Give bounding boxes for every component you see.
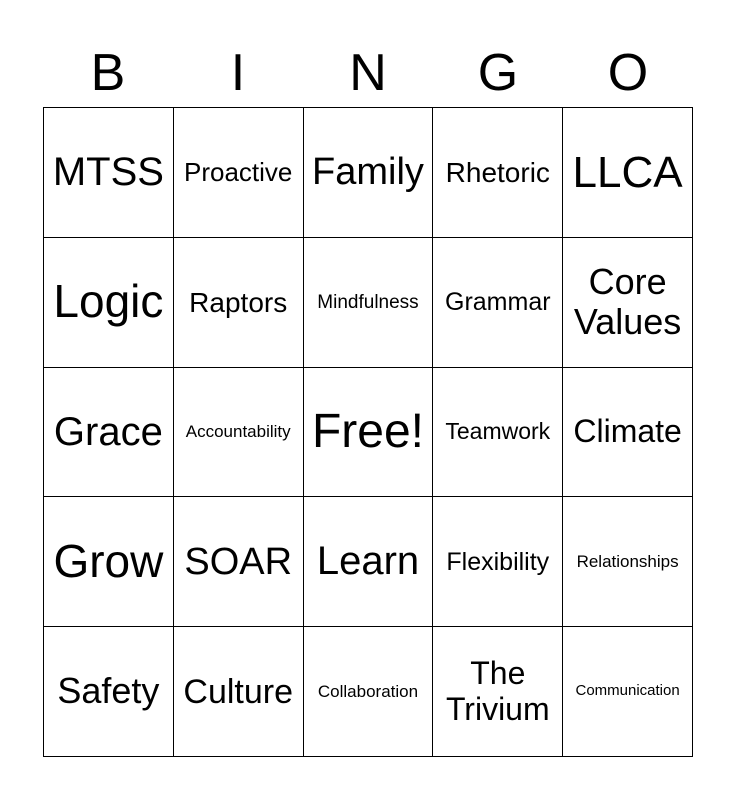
bingo-cell [433, 108, 563, 238]
bingo-cell-text: MTSS [52, 150, 164, 194]
bingo-cell-text: Grace [53, 409, 163, 454]
bingo-cell-text: Teamwork [445, 418, 551, 445]
bingo-cell [433, 627, 563, 757]
bingo-cell-text: Climate [573, 413, 682, 450]
bingo-cell [174, 627, 304, 757]
bingo-cell-text: SOAR [184, 540, 293, 583]
bingo-cell-text: Learn [316, 539, 420, 584]
bingo-cell-text: Collaboration [317, 682, 419, 702]
bingo-cell [304, 108, 434, 238]
header-letter-i: I [230, 44, 246, 102]
bingo-cell [433, 238, 563, 368]
bingo-cell [563, 238, 693, 368]
header-letter-o: O [607, 44, 649, 102]
bingo-cell-text: Free! [311, 405, 424, 459]
bingo-cell [563, 368, 693, 498]
bingo-cell [44, 368, 174, 498]
header-letter-g: G [477, 44, 519, 102]
bingo-cell-text: The Trivium [445, 654, 550, 727]
header-letter-b: B [90, 44, 126, 102]
bingo-cell-text: Flexibility [446, 547, 550, 576]
bingo-grid [43, 107, 693, 757]
bingo-cell [563, 108, 693, 238]
bingo-cell [304, 627, 434, 757]
bingo-cell [304, 238, 434, 368]
bingo-cell [433, 497, 563, 627]
header-letter-n: N [349, 44, 387, 102]
bingo-cell [174, 368, 304, 498]
bingo-cell [174, 497, 304, 627]
bingo-cell-text: Core Values [573, 260, 682, 343]
bingo-cell-text: Logic [53, 275, 164, 328]
bingo-cell-text: Accountability [185, 422, 291, 442]
bingo-cell [44, 497, 174, 627]
bingo-cell [44, 627, 174, 757]
bingo-cell-text: LLCA [572, 147, 683, 197]
bingo-cell [433, 368, 563, 498]
bingo-cell-text: Mindfulness [317, 291, 419, 313]
bingo-cell-text: Proactive [184, 156, 293, 187]
bingo-cell [174, 108, 304, 238]
bingo-cell-text: Relationships [576, 552, 679, 572]
bingo-cell-text: Grow [53, 535, 164, 588]
bingo-cell [304, 497, 434, 627]
bingo-cell-text: Safety [57, 670, 160, 712]
bingo-cell-text: Culture [183, 672, 293, 711]
bingo-cell [174, 238, 304, 368]
bingo-cell-text: Rhetoric [445, 156, 550, 188]
bingo-cell [304, 368, 434, 498]
bingo-cell [563, 497, 693, 627]
bingo-cell-text: Communication [575, 682, 680, 700]
bingo-cell-text: Grammar [445, 288, 551, 317]
bingo-cell-text: Family [312, 151, 424, 194]
bingo-cell-text: Raptors [189, 286, 288, 318]
bingo-header [43, 40, 693, 106]
bingo-cell [44, 238, 174, 368]
bingo-cell [563, 627, 693, 757]
bingo-cell [44, 108, 174, 238]
